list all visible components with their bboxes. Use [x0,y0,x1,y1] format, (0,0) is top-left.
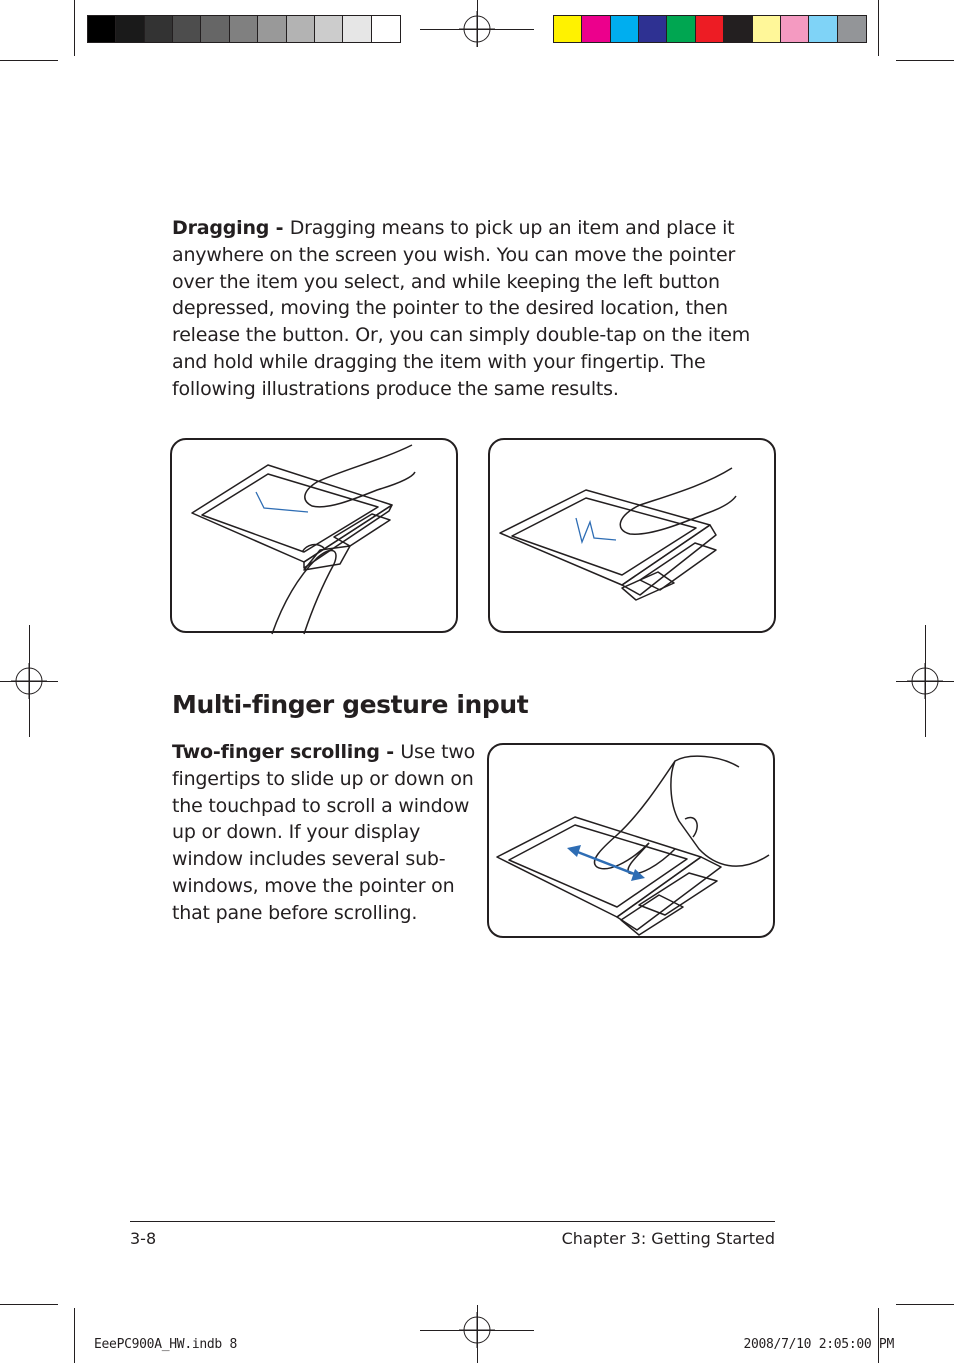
scrolling-text: Use two fingertips to slide up or down on the touchpad to scroll a window up or down. If your display window includes several sub-windows, move the pointer on that pane before scrolling. [172,741,476,924]
crop-mark [74,0,75,56]
color-swatch [145,16,173,42]
scrolling-paragraph [172,739,482,927]
color-swatch [582,16,610,42]
touchpad-hand-icon [489,745,777,940]
crop-mark [896,60,954,61]
color-swatch [258,16,286,42]
double-tap-drag-illustration [488,438,776,633]
grayscale-color-bar [87,15,401,43]
process-color-bar [553,15,867,43]
crop-mark [925,625,926,737]
touchpad-hand-icon [172,440,460,635]
color-swatch [724,16,752,42]
crop-mark [29,625,30,737]
scrolling-label: Two-finger scrolling - [172,741,401,763]
color-swatch [696,16,724,42]
dragging-label: Dragging - [172,217,290,239]
crop-mark [477,0,478,47]
color-swatch [838,16,866,42]
drag-button-illustration [170,438,458,633]
color-swatch [781,16,809,42]
two-finger-scroll-illustration [487,743,775,938]
crop-mark [74,1308,75,1363]
dragging-paragraph [172,215,772,403]
color-swatch [201,16,229,42]
section-heading: Multi-finger gesture input [172,690,529,719]
touchpad-hand-icon [490,440,778,635]
color-swatch [88,16,116,42]
crop-mark [878,0,879,56]
color-swatch [287,16,315,42]
dragging-text: Dragging means to pick up an item and place it anywhere on the screen you wish. You can move the pointer over the item you select, and while keeping the left button depressed, moving the pointer to the desired location, then release the button. Or, you can simply double-tap on the item and hold while dragging the item with your fingertip. The following illustrations produce the same results. [172,217,751,400]
color-swatch [173,16,201,42]
color-swatch [667,16,695,42]
color-swatch [611,16,639,42]
slug-timestamp: 2008/7/10 2:05:00 PM [743,1337,894,1352]
color-swatch [554,16,582,42]
slug-file: EeePC900A_HW.indb 8 [94,1337,238,1352]
crop-mark [878,1308,879,1363]
color-swatch [809,16,837,42]
color-swatch [372,16,400,42]
crop-mark [896,1304,954,1305]
color-swatch [230,16,258,42]
color-swatch [639,16,667,42]
crop-mark [477,1305,478,1363]
crop-mark [0,60,58,61]
crop-mark [0,1304,58,1305]
color-swatch [343,16,371,42]
footer-divider [130,1221,775,1222]
color-swatch [315,16,343,42]
page-number: 3-8 [130,1229,157,1248]
color-swatch [753,16,781,42]
color-swatch [116,16,144,42]
chapter-title: Chapter 3: Getting Started [561,1229,775,1248]
